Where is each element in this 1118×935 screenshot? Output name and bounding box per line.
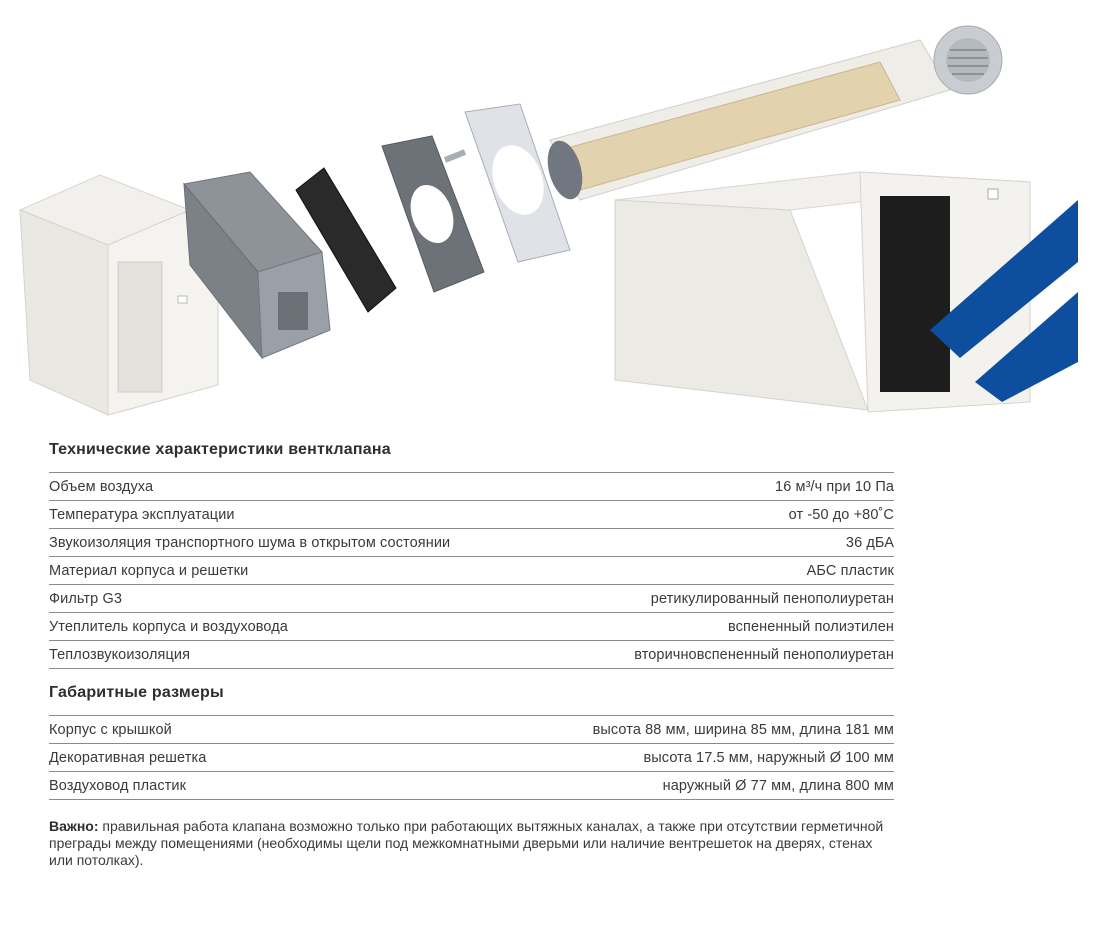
dimensions-title: Габаритные размеры <box>49 684 224 701</box>
spec-label: Фильтр G3 <box>49 590 122 607</box>
spec-label: Материал корпуса и решетки <box>49 562 249 579</box>
table-row <box>49 585 894 613</box>
spec-label: Объем воздуха <box>49 478 154 495</box>
dimension-value: высота 17.5 мм, наружный Ø 100 мм <box>643 749 894 766</box>
product-illustration <box>0 0 1118 440</box>
dimension-value: наружный Ø 77 мм, длина 800 мм <box>662 777 894 794</box>
table-row <box>49 501 894 529</box>
spec-value: от -50 до +80˚С <box>788 506 894 523</box>
table-row <box>49 744 894 772</box>
table-row <box>49 557 894 585</box>
spec-label: Звукоизоляция транспортного шума в открытом состоянии <box>49 534 451 551</box>
spec-label: Теплозвукоизоляция <box>49 646 191 663</box>
dimension-label: Корпус с крышкой <box>49 721 172 738</box>
table-row <box>49 529 894 557</box>
spec-value: АБС пластик <box>806 562 894 579</box>
important-note <box>49 818 899 869</box>
spec-value: 36 дБА <box>845 534 894 551</box>
note-text: правильная работа клапана возможно только при работающих вытяжных каналах, а также при отсутствии герметичной преграды между помещениями (необходимы щели под межкомнатными дверьми или наличие вентрешеток на дверях, стенах или потолках). <box>49 818 884 868</box>
spec-value: ретикулированный пенополиуретан <box>650 590 894 607</box>
table-row <box>49 641 894 669</box>
exploded-vent-valve-illustration <box>0 0 1118 440</box>
spec-value: 16 м³/ч при 10 Па <box>775 478 894 495</box>
table-row <box>49 716 894 744</box>
table-row <box>49 772 894 800</box>
dimension-label: Декоративная решетка <box>49 749 207 766</box>
spec-label: Температура эксплуатации <box>49 506 235 523</box>
tech-specs-table <box>49 472 894 669</box>
spec-value: вторичновспененный пенополиуретан <box>634 646 894 663</box>
decorative-grille <box>934 26 1002 94</box>
note-label: Важно: <box>49 818 99 834</box>
dimension-label: Воздуховод пластик <box>49 777 187 794</box>
tech-specs-title: Технические характеристики вентклапана <box>49 441 391 458</box>
spec-label: Утеплитель корпуса и воздуховода <box>49 618 288 635</box>
dimension-value: высота 88 мм, ширина 85 мм, длина 181 мм <box>592 721 894 738</box>
dimensions-table <box>49 715 894 800</box>
table-row <box>49 613 894 641</box>
gasket-plate <box>382 136 484 292</box>
spec-value: вспененный полиэтилен <box>728 618 894 635</box>
housing-box-right <box>615 172 1030 412</box>
table-row <box>49 473 894 501</box>
